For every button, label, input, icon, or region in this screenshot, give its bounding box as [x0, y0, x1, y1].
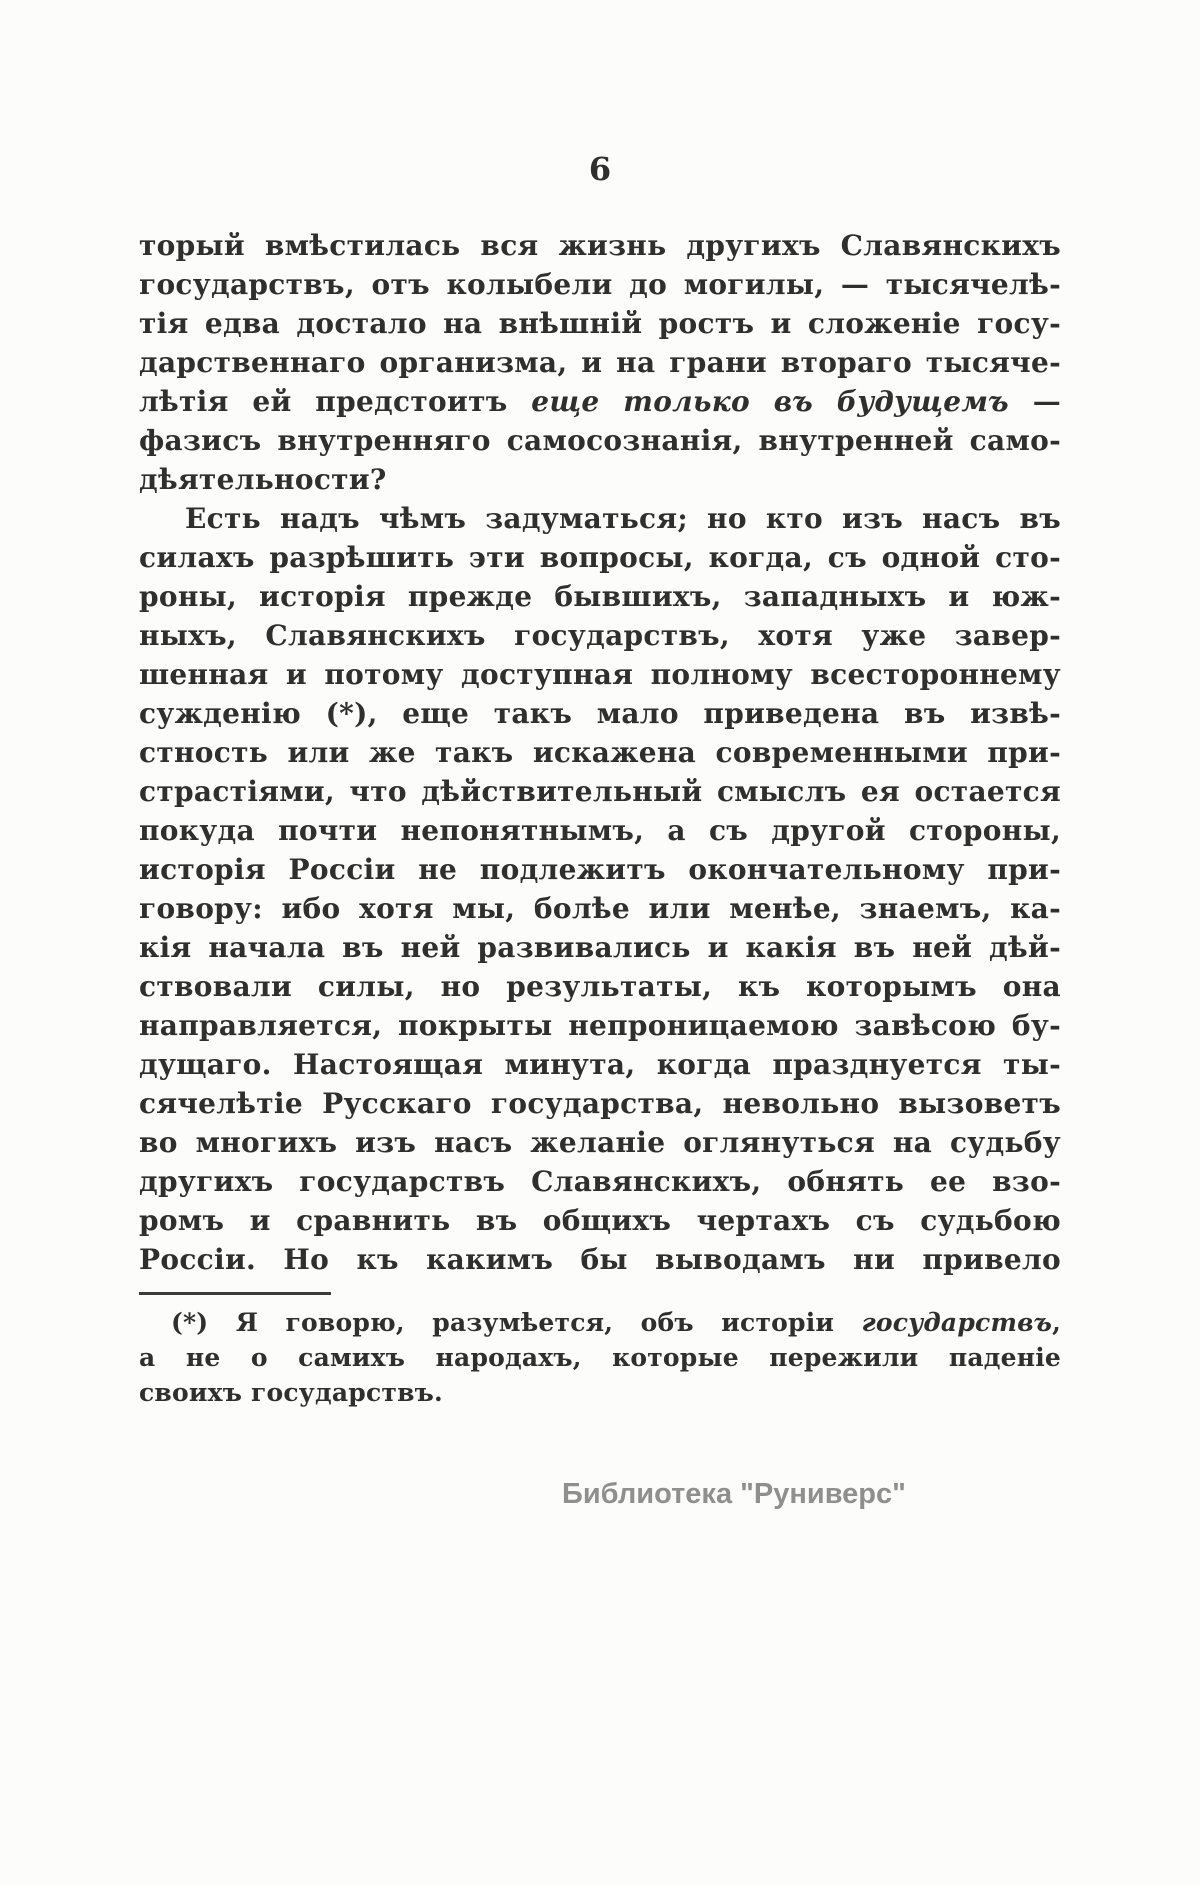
italic-text-segment: государствъ	[861, 1308, 1053, 1337]
text-line	[139, 1340, 1061, 1375]
text-segment: ныхъ, Славянскихъ государствъ, хотя уже завер-	[139, 619, 1061, 652]
text-segment: фазисъ внутренняго самосознанія, внутренней само-	[139, 424, 1061, 457]
text-line	[139, 811, 1061, 850]
text-line	[139, 343, 1061, 382]
italic-text-segment: еще только въ будущемъ	[531, 385, 1009, 418]
text-line	[139, 1240, 1061, 1279]
text-segment: а не о самихъ народахъ, которые пережили паденіе	[139, 1343, 1061, 1372]
text-line	[139, 421, 1061, 460]
text-line	[139, 889, 1061, 928]
text-segment: тія едва достало на внѣшній ростъ и сложеніе госу-	[139, 307, 1061, 340]
footnote-separator-rule	[139, 1292, 331, 1295]
text-line	[139, 928, 1061, 967]
text-segment: кія начала въ ней развивались и какія въ ней дѣй-	[139, 931, 1061, 964]
text-line	[139, 460, 1061, 499]
text-segment: другихъ государствъ Славянскихъ, обнять ее взо-	[139, 1165, 1061, 1198]
text-line	[139, 655, 1061, 694]
text-line	[139, 265, 1061, 304]
text-line	[139, 1305, 1061, 1340]
text-segment: своихъ государствъ.	[139, 1378, 443, 1407]
body-paragraphs	[139, 226, 1061, 1279]
text-line	[139, 538, 1061, 577]
text-line	[139, 382, 1061, 421]
text-segment: ,	[1052, 1308, 1061, 1337]
library-watermark: Библиотека "Руниверс"	[562, 1478, 906, 1510]
text-segment: силахъ разрѣшить эти вопросы, когда, съ одной сто-	[139, 541, 1061, 574]
text-segment: —	[1008, 385, 1061, 418]
text-line	[139, 1123, 1061, 1162]
text-line	[139, 1006, 1061, 1045]
text-line	[139, 694, 1061, 733]
text-block	[139, 226, 1061, 1410]
text-line	[139, 304, 1061, 343]
text-line	[139, 850, 1061, 889]
text-line	[139, 772, 1061, 811]
text-segment: говору: ибо хотя мы, болѣе или менѣе, знаемъ, ка-	[139, 892, 1061, 925]
text-segment: Есть надъ чѣмъ задуматься; но кто изъ насъ въ	[185, 502, 1061, 535]
text-line	[139, 1045, 1061, 1084]
text-line	[139, 616, 1061, 655]
text-segment: сячелѣтіе Русскаго государства, невольно вызоветъ	[139, 1087, 1061, 1120]
text-segment: страстіями, что дѣйствительный смыслъ ея остается	[139, 775, 1061, 808]
text-segment: ромъ и сравнить въ общихъ чертахъ съ судьбою	[139, 1204, 1061, 1237]
text-line	[139, 733, 1061, 772]
text-segment: Россіи. Но къ какимъ бы выводамъ ни привело	[139, 1243, 1061, 1276]
text-segment: дѣятельности?	[139, 463, 387, 496]
text-segment: дущаго. Настоящая минута, когда празднуется ты-	[139, 1048, 1061, 1081]
text-segment: во многихъ изъ насъ желаніе оглянуться на судьбу	[139, 1126, 1061, 1159]
text-segment: стность или же такъ искажена современными при-	[139, 736, 1061, 769]
text-segment: шенная и потому доступная полному всестороннему	[139, 658, 1061, 691]
text-segment: направляется, покрыты непроницаемою завѣсою бу-	[139, 1009, 1061, 1042]
text-line	[139, 226, 1061, 265]
text-line	[139, 499, 1061, 538]
text-segment: ствовали силы, но результаты, къ которымъ она	[139, 970, 1061, 1003]
text-line	[139, 1084, 1061, 1123]
text-segment: роны, исторія прежде бывшихъ, западныхъ и юж-	[139, 580, 1061, 613]
text-segment: государствъ, отъ колыбели до могилы, — тысячелѣ-	[139, 268, 1061, 301]
text-segment: покуда почти непонятнымъ, а съ другой стороны,	[139, 814, 1061, 847]
text-line	[139, 1162, 1061, 1201]
text-line	[139, 967, 1061, 1006]
text-segment: исторія Россіи не подлежитъ окончательному при-	[139, 853, 1061, 886]
text-line	[139, 1375, 1061, 1410]
text-line	[139, 1201, 1061, 1240]
page-number: 6	[588, 150, 612, 188]
text-segment: дарственнаго организма, и на грани втораго тысяче-	[139, 346, 1061, 379]
text-segment: (*) Я говорю, разумѣется, объ исторіи	[171, 1308, 862, 1337]
text-segment: лѣтія ей предстоитъ	[139, 385, 532, 418]
text-segment: сужденію (*), еще такъ мало приведена въ извѣ-	[139, 697, 1061, 730]
text-line	[139, 577, 1061, 616]
text-segment: торый вмѣстилась вся жизнь другихъ Славянскихъ	[139, 229, 1061, 262]
footnote	[139, 1305, 1061, 1410]
